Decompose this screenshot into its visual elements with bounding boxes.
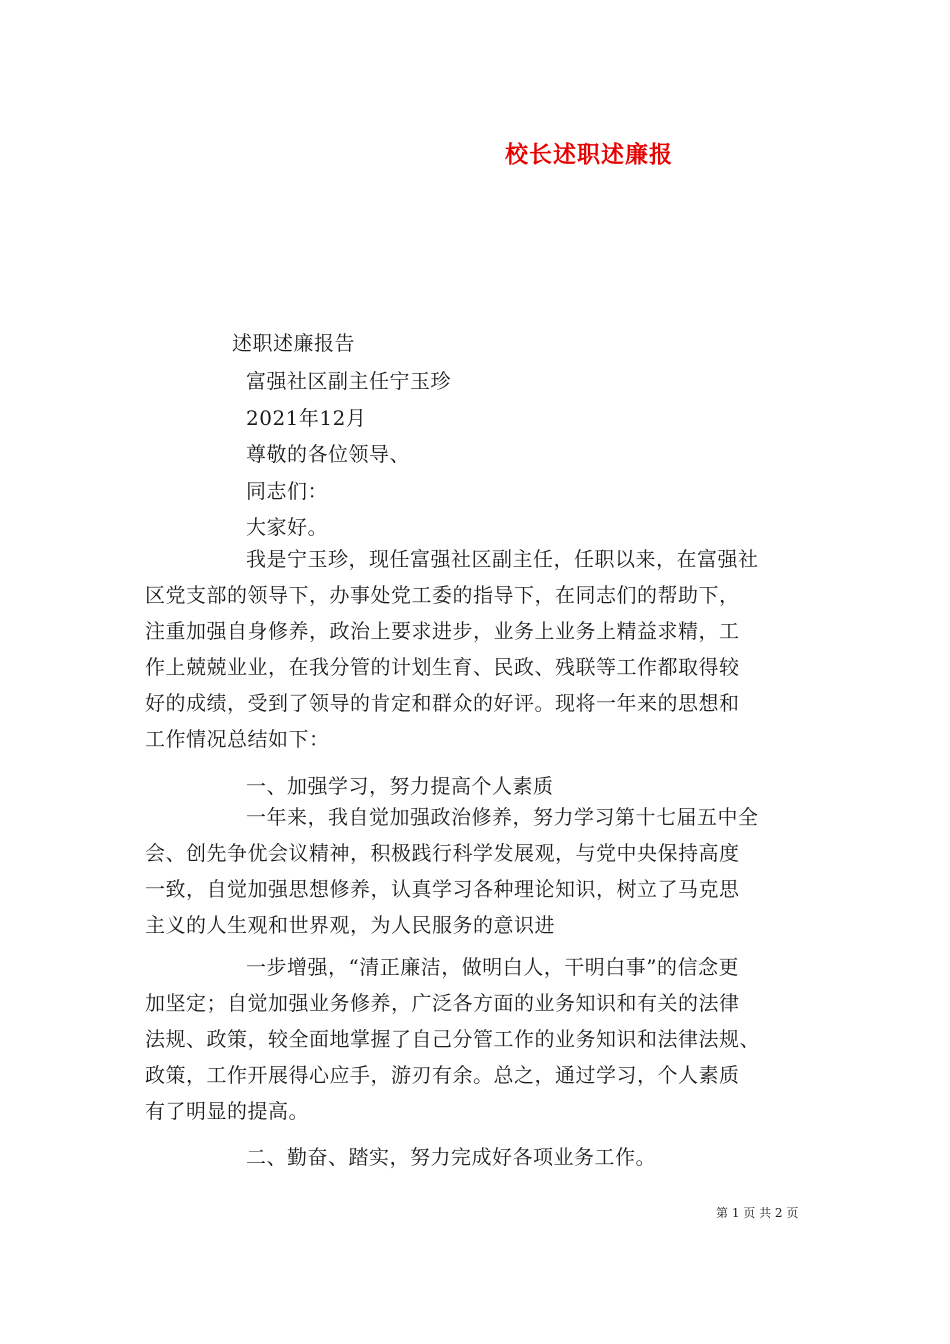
paragraph-line: 一年来，我自觉加强政治修养，努力学习第十七届五中全: [246, 805, 759, 829]
paragraph-line: 作上兢兢业业，在我分管的计划生育、民政、残联等工作都取得较: [145, 655, 740, 679]
paragraph-study: [145, 799, 825, 943]
salutation-line-1: 尊敬的各位领导、: [246, 442, 410, 466]
paragraph-line: 主义的人生观和世界观，为人民服务的意识进: [145, 913, 555, 937]
author-line: 富强社区副主任宁玉珍: [246, 369, 451, 393]
document-title: 校长述职述廉报: [505, 141, 673, 168]
paragraph-line: 一步增强，“清正廉洁，做明白人，干明白事”的信念更: [246, 955, 739, 979]
page-footer: 第 1 页 共 2 页: [716, 1206, 799, 1220]
paragraph-intro: [145, 541, 825, 757]
paragraph-line: 区党支部的领导下，办事处党工委的指导下，在同志们的帮助下，: [145, 583, 740, 607]
date-line: 2021年12月: [246, 406, 367, 430]
paragraph-line: 有了明显的提高。: [145, 1099, 309, 1123]
paragraph-integrity: [145, 949, 825, 1129]
section-heading-2: 二、勤奋、踏实，努力完成好各项业务工作。: [246, 1145, 656, 1169]
paragraph-line: 工作情况总结如下：: [145, 727, 330, 751]
report-heading: 述职述廉报告: [232, 331, 355, 355]
paragraph-line: 一致，自觉加强思想修养，认真学习各种理论知识，树立了马克思: [145, 877, 740, 901]
salutation-line-2: 同志们：: [246, 479, 328, 503]
paragraph-line: 好的成绩，受到了领导的肯定和群众的好评。现将一年来的思想和: [145, 691, 740, 715]
greeting-line: 大家好。: [246, 515, 328, 539]
paragraph-line: 会、创先争优会议精神，积极践行科学发展观，与党中央保持高度: [145, 841, 740, 865]
paragraph-line: 我是宁玉珍，现任富强社区副主任，任职以来，在富强社: [246, 547, 759, 571]
paragraph-line: 加坚定；自觉加强业务修养，广泛各方面的业务知识和有关的法律: [145, 991, 740, 1015]
paragraph-line: 政策，工作开展得心应手，游刃有余。总之，通过学习，个人素质: [145, 1063, 740, 1087]
paragraph-line: 法规、政策，较全面地掌握了自己分管工作的业务知识和法律法规、: [145, 1027, 760, 1051]
section-heading-1: 一、加强学习，努力提高个人素质: [246, 774, 554, 798]
paragraph-line: 注重加强自身修养，政治上要求进步，业务上业务上精益求精，工: [145, 619, 740, 643]
